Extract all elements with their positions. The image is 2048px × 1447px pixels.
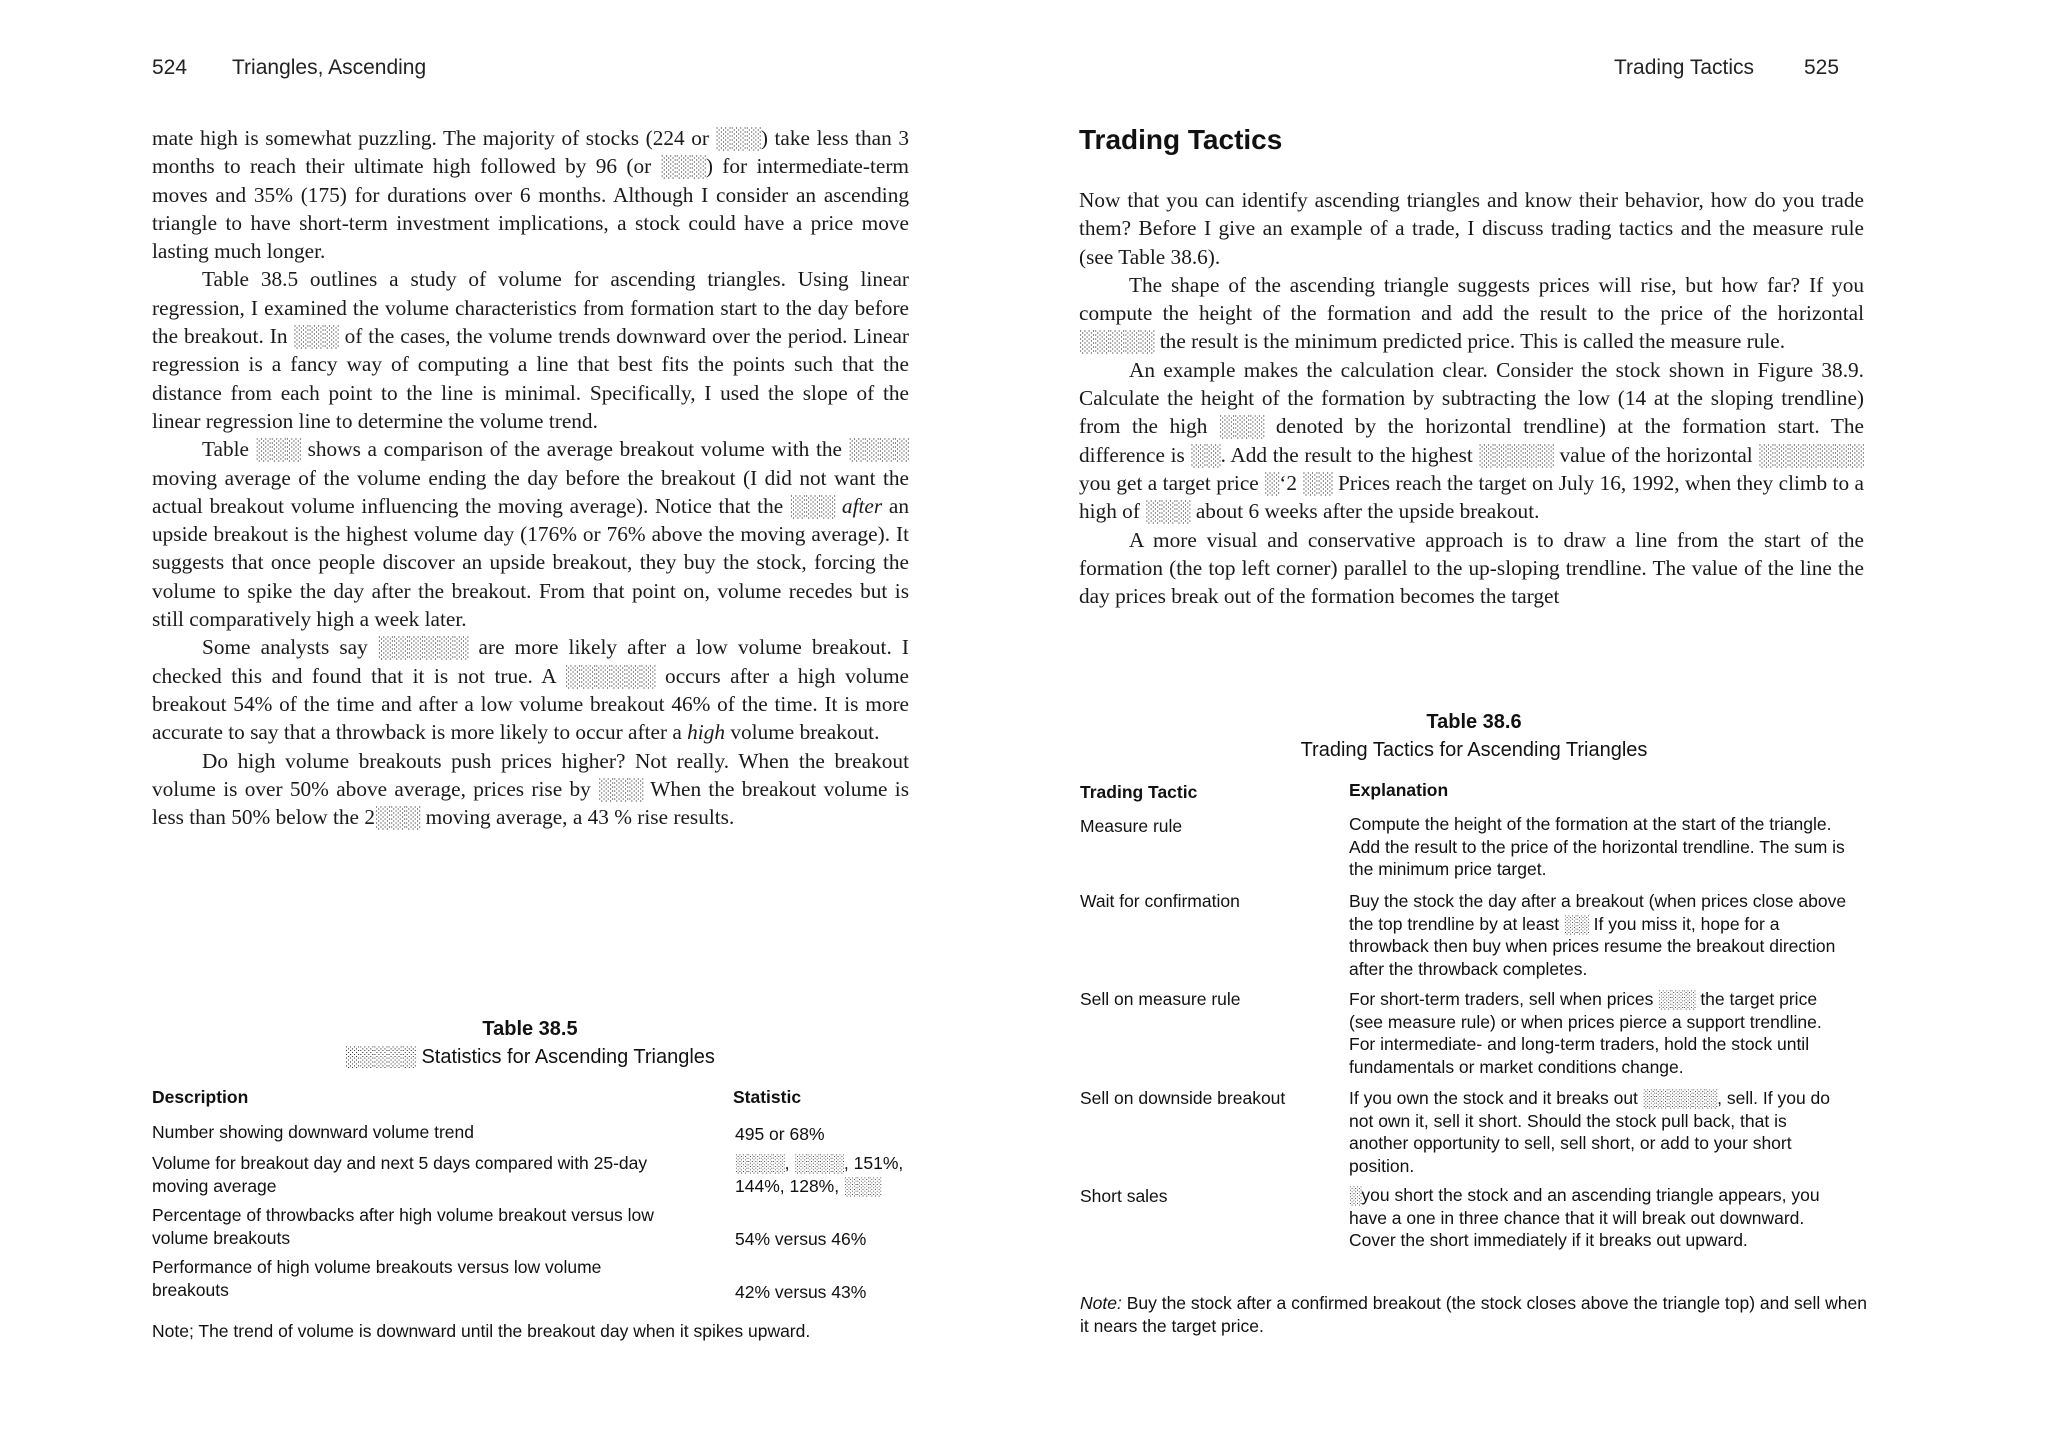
italic-word: high bbox=[687, 720, 726, 745]
running-title: Trading Tactics bbox=[1614, 56, 1755, 79]
table-note: Note; The trend of volume is downward until the breakout day when it spikes upward. bbox=[152, 1321, 811, 1341]
running-title: Triangles, Ascending bbox=[232, 56, 427, 79]
table-cell-description: Percentage of throwbacks after high volume breakout versus low volume breakouts bbox=[152, 1205, 654, 1248]
paragraph: Do high volume breakouts push prices higher? Not really. When the breakout volume is over 50% above average, prices rise by ░░░ When the breakout volume is less than 50% below the 2░░░ moving average, a 43 % rise results. bbox=[152, 748, 909, 830]
table-cell-explanation: Buy the stock the day after a breakout (when prices close above the top trendline by at least ░░ If you miss it, hope for a throwback then buy when prices resume the breakout direction after the throwback completes. bbox=[1349, 891, 1847, 979]
table-header-tactic: Trading Tactic bbox=[1080, 782, 1198, 802]
table-header-explanation: Explanation bbox=[1349, 780, 1449, 800]
paragraph: A more visual and conservative approach is to draw a line from the start of the formation (the top left corner) parallel to the up-sloping trendline. The value of the line the day prices break out of the formation becomes the target bbox=[1079, 527, 1864, 609]
trading-tactics-table bbox=[1024, 0, 2048, 1447]
table-cell-statistic: 495 or 68% bbox=[735, 1124, 825, 1144]
table-cell-tactic: Short sales bbox=[1080, 1186, 1168, 1206]
table-title: ░░░░░ Statistics for Ascending Triangles bbox=[345, 1046, 715, 1068]
table-cell-explanation: For short-term traders, sell when prices ░░░ the target price (see measure rule) or when prices pierce a support trendline. For intermediate- and long-term traders, hold the stock until fundamentals or market conditions change. bbox=[1349, 989, 1822, 1077]
table-number: Table 38.6 bbox=[1426, 711, 1522, 733]
table-cell-statistic: 54% versus 46% bbox=[735, 1229, 867, 1249]
table-title: Trading Tactics for Ascending Triangles bbox=[1300, 739, 1648, 761]
table-note bbox=[1080, 1292, 1870, 1337]
page-number: 525 bbox=[1804, 56, 1840, 79]
paragraph-part: an upside breakout is the highest volume day (176% or 76% above the moving average). It suggests that once people discover an upside breakout, they buy the stock, forcing the volume to spike the day after the breakout. From that point on, volume recedes but is still comparatively high a week later. bbox=[152, 493, 909, 632]
paragraph-part: Table ░░░ shows a comparison of the average breakout volume with the ░░░░ moving average of the volume ending the day before the breakout (I did not want the actual breakout volume influencing the moving average). Notice that the ░░░ bbox=[152, 437, 909, 518]
table-cell-tactic: Measure rule bbox=[1080, 816, 1183, 836]
table-cell-description: Performance of high volume breakouts versus low volume breakouts bbox=[152, 1257, 602, 1300]
table-number: Table 38.5 bbox=[482, 1018, 578, 1040]
table-header-description: Description bbox=[152, 1087, 249, 1107]
table-header-statistic: Statistic bbox=[733, 1087, 802, 1107]
paragraph: The shape of the ascending triangle suggests prices will rise, but how far? If you compute the height of the formation and add the result to the price of the horizontal ░░░░░ the result is the minimum predicted price. This is called the measure rule. bbox=[1079, 272, 1864, 354]
table-note-text: Buy the stock after a confirmed breakout (the stock closes above the triangle top) and sell when it nears the target price. bbox=[1080, 1293, 1867, 1336]
table-cell-statistic: ░░░░, ░░░░, 151%, 144%, 128%, ░░░ bbox=[735, 1153, 904, 1196]
paragraph-part: Some analysts say ░░░░░░ are more likely after a low volume breakout. I checked this and found that it is not true. A ░░░░░░ occurs after a high volume breakout 54% of the time and after a low volume breakout 46% of the time. It is more accurate to say that a throwback is more likely to occur after a bbox=[152, 635, 909, 745]
italic-word: after bbox=[841, 493, 883, 518]
paragraph-part: volume breakout. bbox=[730, 720, 880, 745]
page-number: 524 bbox=[152, 56, 188, 79]
right-page bbox=[1024, 0, 2048, 1447]
table-cell-statistic: 42% versus 43% bbox=[735, 1282, 867, 1302]
table-cell-tactic: Sell on downside breakout bbox=[1080, 1088, 1286, 1108]
table-cell-tactic: Sell on measure rule bbox=[1080, 989, 1241, 1009]
table-cell-explanation: ░you short the stock and an ascending triangle appears, you have a one in three chance that it will break out downward. Cover the short immediately if it breaks out upward. bbox=[1349, 1185, 1820, 1250]
table-cell-description: Number showing downward volume trend bbox=[152, 1122, 474, 1142]
paragraph: mate high is somewhat puzzling. The majority of stocks (224 or ░░░) take less than 3 months to reach their ultimate high followed by 96 (or ░░░) for intermediate-term moves and 35% (175) for durations over 6 months. Although I consider an ascending triangle to have short-term investment implications, a stock could have a price move lasting much longer. bbox=[152, 126, 909, 264]
paragraph: Table 38.5 outlines a study of volume for ascending triangles. Using linear regression, I examined the volume characteristics from formation start to the day before the breakout. In ░░░ of the cases, the volume trends downward over the period. Linear regression is a fancy way of computing a line that best fits the points such that the distance from each point to the line is minimal. Specifically, I used the slope of the linear regression line to determine the volume trend. bbox=[152, 267, 909, 433]
paragraph: An example makes the calculation clear. Consider the stock shown in Figure 38.9. Calculate the height of the formation by subtracting the low (14 at the sloping trendline) from the high ░░░ denoted by the horizontal trendline) at the formation start. The difference is ░░. Add the result to the highest ░░░░░ value of the horizontal ░░░░░░░ you get a target price ░‘2 ░░ Prices reach the target on July 16, 1992, when they climb to a high of ░░░ about 6 weeks after the upside breakout. bbox=[1079, 357, 1864, 524]
table-cell-tactic: Wait for confirmation bbox=[1080, 891, 1240, 911]
paragraph: Now that you can identify ascending triangles and know their behavior, how do you trade them? Before I give an example of a trade, I discuss trading tactics and the measure rule (see Table 38.6). bbox=[1079, 188, 1864, 269]
section-title: Trading Tactics bbox=[1079, 124, 1283, 155]
table-cell-explanation: If you own the stock and it breaks out ░░░░░░, sell. If you do not own it, sell it short. Should the stock pull back, that is another opportunity to sell, sell short, or add to your short position. bbox=[1349, 1088, 1831, 1176]
table-note-label: Note: bbox=[1080, 1293, 1122, 1313]
table-cell-explanation: Compute the height of the formation at the start of the triangle. Add the result to the price of the horizontal trendline. The sum is the minimum price target. bbox=[1349, 814, 1845, 879]
table-cell-description: Volume for breakout day and next 5 days compared with 25-day moving average bbox=[152, 1153, 648, 1196]
